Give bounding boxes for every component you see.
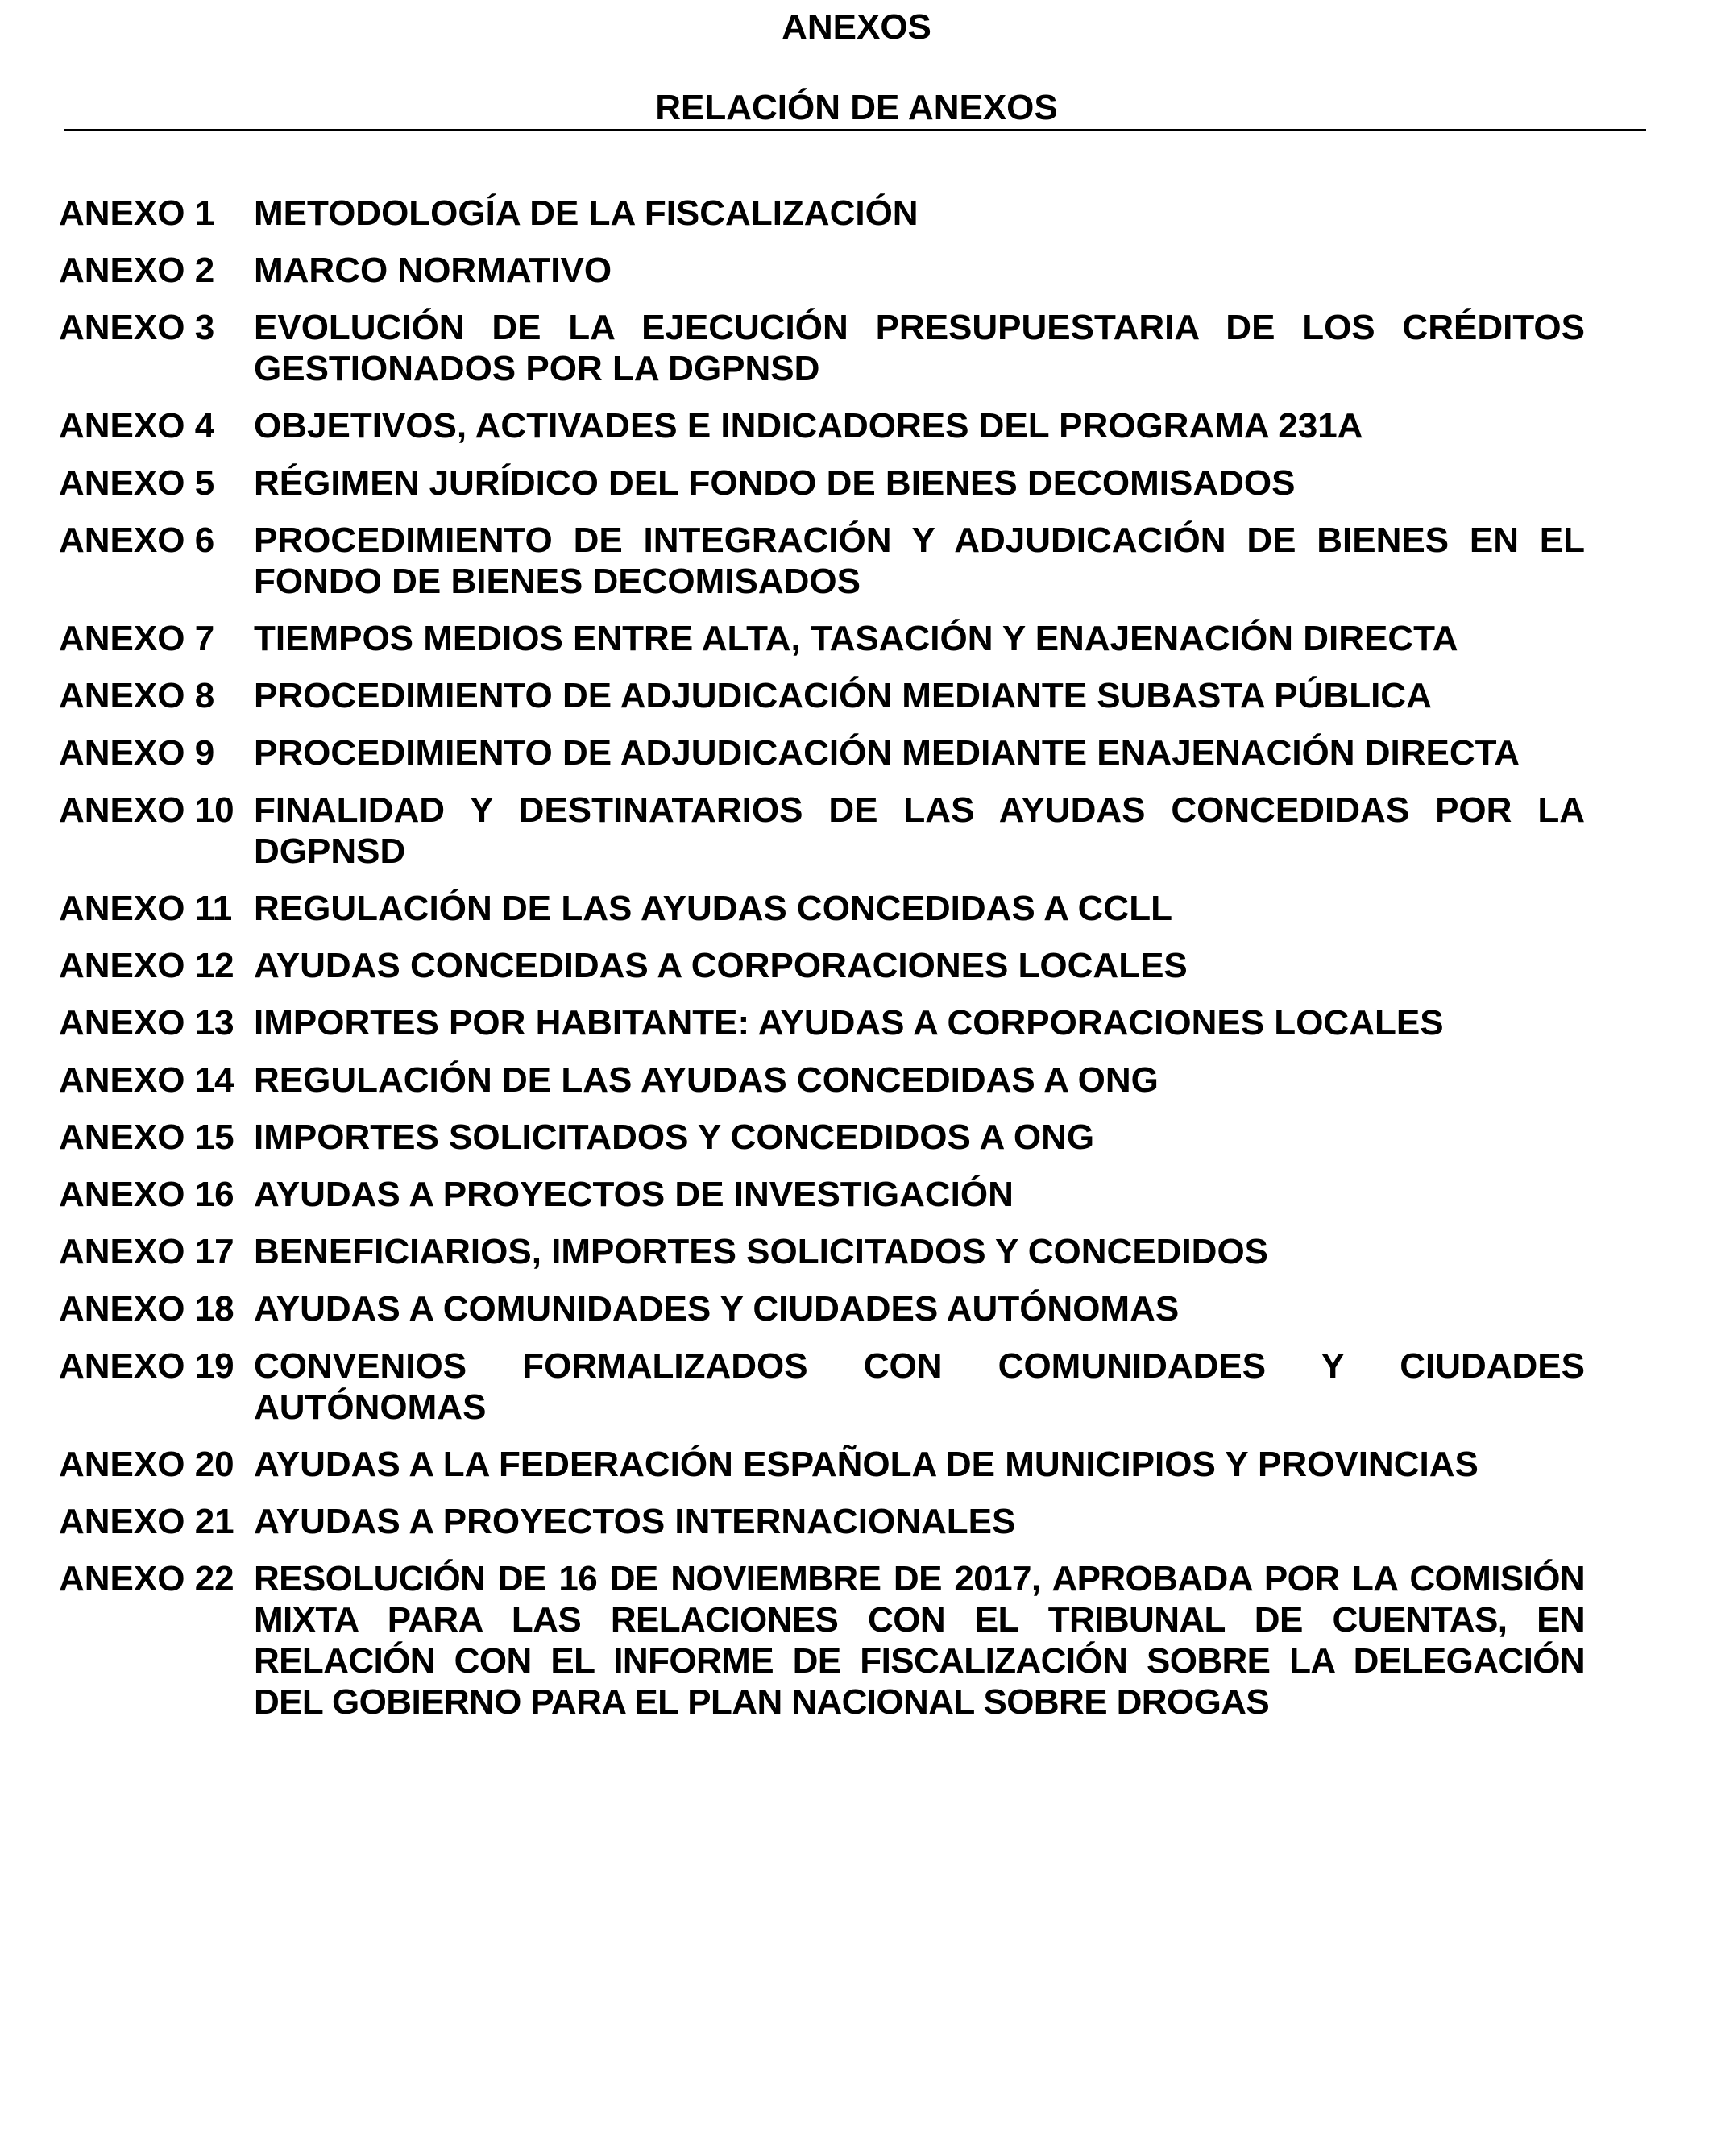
annex-title: CONVENIOS FORMALIZADOS CON COMUNIDADES Y CIUDADES AUTÓNOMAS <box>254 1346 1585 1427</box>
annex-item <box>59 462 1585 504</box>
annex-title: AYUDAS A PROYECTOS INTERNACIONALES <box>254 1502 1016 1541</box>
annex-number: ANEXO 5 <box>59 463 215 503</box>
header-divider <box>64 129 1646 131</box>
annex-title: PROCEDIMIENTO DE INTEGRACIÓN Y ADJUDICACIÓN DE BIENES EN EL FONDO DE BIENES DECOMISADOS <box>254 520 1585 601</box>
annex-title: FINALIDAD Y DESTINATARIOS DE LAS AYUDAS CONCEDIDAS POR LA DGPNSD <box>254 790 1585 871</box>
annex-number: ANEXO 15 <box>59 1117 234 1157</box>
annex-number: ANEXO 4 <box>59 406 215 446</box>
page-subtitle: RELACIÓN DE ANEXOS <box>655 88 1058 127</box>
annex-title: PROCEDIMIENTO DE ADJUDICACIÓN MEDIANTE ENAJENACIÓN DIRECTA <box>254 733 1520 773</box>
annex-item <box>59 1288 1585 1329</box>
annex-number: ANEXO 9 <box>59 733 215 773</box>
annex-number: ANEXO 17 <box>59 1232 234 1271</box>
annex-number: ANEXO 7 <box>59 619 215 658</box>
annex-item <box>59 1444 1585 1485</box>
annex-item <box>59 405 1585 446</box>
annex-item <box>59 1174 1585 1215</box>
annex-title: IMPORTES POR HABITANTE: AYUDAS A CORPORACIONES LOCALES <box>254 1003 1444 1043</box>
annex-item <box>59 1117 1585 1158</box>
annex-number: ANEXO 18 <box>59 1289 234 1329</box>
annex-number: ANEXO 3 <box>59 308 215 347</box>
annex-title: AYUDAS A COMUNIDADES Y CIUDADES AUTÓNOMAS <box>254 1289 1180 1329</box>
annex-title: REGULACIÓN DE LAS AYUDAS CONCEDIDAS A CCLL <box>254 889 1172 928</box>
annex-title: RÉGIMEN JURÍDICO DEL FONDO DE BIENES DECOMISADOS <box>254 463 1296 503</box>
annex-item <box>59 193 1585 234</box>
annex-number: ANEXO 10 <box>59 790 234 830</box>
annex-item <box>59 1059 1585 1101</box>
annex-item <box>59 945 1585 986</box>
annex-number: ANEXO 21 <box>59 1502 234 1541</box>
annex-list <box>59 193 1585 1739</box>
annex-number: ANEXO 22 <box>59 1559 234 1598</box>
annex-item <box>59 675 1585 716</box>
annex-title: IMPORTES SOLICITADOS Y CONCEDIDOS A ONG <box>254 1117 1095 1157</box>
annex-number: ANEXO 12 <box>59 946 234 985</box>
annex-number: ANEXO 1 <box>59 193 215 233</box>
annex-number: ANEXO 8 <box>59 676 215 715</box>
annex-item <box>59 250 1585 291</box>
annex-title: BENEFICIARIOS, IMPORTES SOLICITADOS Y CONCEDIDOS <box>254 1232 1269 1271</box>
annex-item <box>59 520 1585 602</box>
annex-title: AYUDAS A LA FEDERACIÓN ESPAÑOLA DE MUNICIPIOS Y PROVINCIAS <box>254 1445 1479 1484</box>
annex-item <box>59 732 1585 773</box>
annex-title: OBJETIVOS, ACTIVADES E INDICADORES DEL PROGRAMA 231A <box>254 406 1363 446</box>
annex-title: AYUDAS A PROYECTOS DE INVESTIGACIÓN <box>254 1175 1014 1214</box>
annex-title: METODOLOGÍA DE LA FISCALIZACIÓN <box>254 193 919 233</box>
page-title: ANEXOS <box>782 7 931 47</box>
annex-number: ANEXO 19 <box>59 1346 234 1386</box>
annex-item <box>59 790 1585 872</box>
annex-item <box>59 888 1585 929</box>
annex-number: ANEXO 13 <box>59 1003 234 1043</box>
annex-title: PROCEDIMIENTO DE ADJUDICACIÓN MEDIANTE SUBASTA PÚBLICA <box>254 676 1432 715</box>
annex-item <box>59 1558 1585 1723</box>
annex-number: ANEXO 14 <box>59 1060 234 1100</box>
annex-number: ANEXO 20 <box>59 1445 234 1484</box>
annex-number: ANEXO 2 <box>59 251 215 290</box>
annex-number: ANEXO 11 <box>59 889 233 928</box>
annex-item <box>59 307 1585 389</box>
annex-item <box>59 1501 1585 1542</box>
annex-number: ANEXO 6 <box>59 520 215 560</box>
annex-item <box>59 1002 1585 1043</box>
annex-title: AYUDAS CONCEDIDAS A CORPORACIONES LOCALES <box>254 946 1188 985</box>
annex-title: MARCO NORMATIVO <box>254 251 612 290</box>
annex-title: EVOLUCIÓN DE LA EJECUCIÓN PRESUPUESTARIA DE LOS CRÉDITOS GESTIONADOS POR LA DGPNSD <box>254 308 1585 388</box>
annex-title: REGULACIÓN DE LAS AYUDAS CONCEDIDAS A ONG <box>254 1060 1159 1100</box>
annex-item <box>59 1231 1585 1272</box>
annex-title: RESOLUCIÓN DE 16 DE NOVIEMBRE DE 2017, APROBADA POR LA COMISIÓN MIXTA PARA LAS RELACIONES CON EL TRIBUNAL DE CUENTAS, EN RELACIÓN CON EL INFORME DE FISCALIZACIÓN SOBRE LA DELEGACIÓN DEL GOBIERNO PARA EL PLAN NACIONAL SOBRE DROGAS <box>254 1559 1585 1722</box>
annex-title: TIEMPOS MEDIOS ENTRE ALTA, TASACIÓN Y ENAJENACIÓN DIRECTA <box>254 619 1458 658</box>
annex-number: ANEXO 16 <box>59 1175 234 1214</box>
annex-item <box>59 1345 1585 1428</box>
annex-item <box>59 618 1585 659</box>
